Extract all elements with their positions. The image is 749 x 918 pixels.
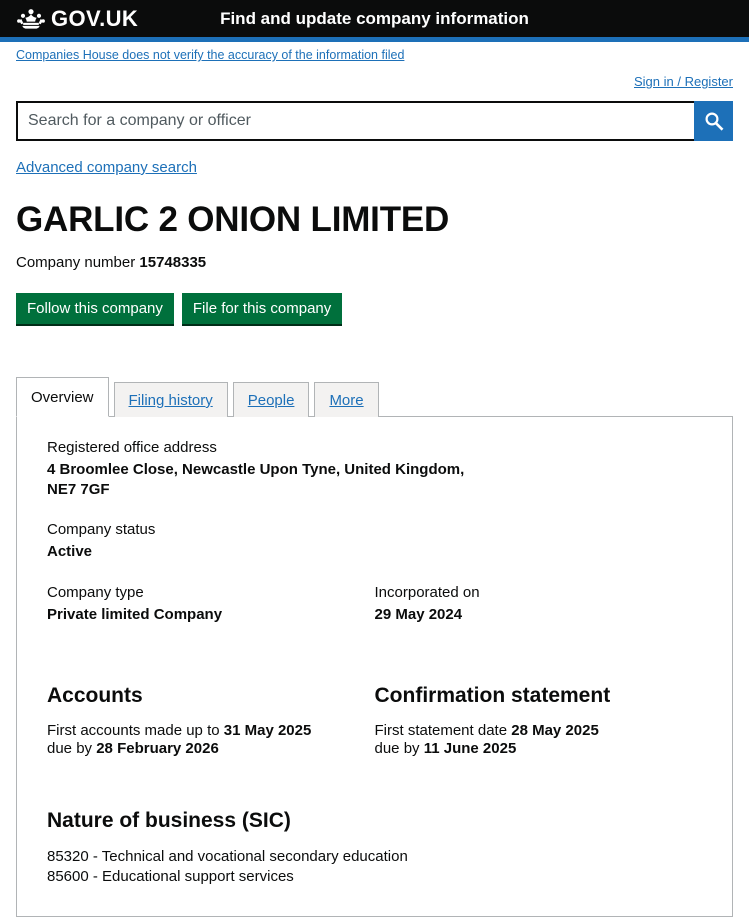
verify-notice-link[interactable]: Companies House does not verify the accuracy of the information filed: [16, 48, 405, 62]
sign-in-row: [16, 62, 733, 89]
company-details-grid: [47, 439, 702, 646]
accounts-block: [47, 672, 375, 757]
page-content: [0, 42, 749, 917]
incorporated-on-value: 29 May 2024: [374, 605, 463, 623]
company-status-value: Active: [47, 543, 93, 560]
tab-overview[interactable]: Overview: [16, 377, 109, 417]
first-accounts-date: 31 May 2025: [223, 722, 312, 739]
first-statement-line: [375, 722, 703, 740]
page-title: GARLIC 2 ONION LIMITED: [16, 200, 450, 239]
company-type-label: Company type: [47, 583, 144, 601]
statement-due-date: 11 June 2025: [423, 739, 517, 757]
dates-grid: [47, 672, 702, 757]
gov-uk-logo-link[interactable]: [16, 5, 139, 31]
verify-notice: [16, 42, 733, 62]
accounts-due-line: [47, 740, 375, 758]
accounts-due-label: due by: [47, 739, 93, 757]
statement-due-line: [375, 740, 703, 758]
service-name: Find and update company information: [220, 8, 529, 28]
crown-icon: [16, 8, 46, 30]
advanced-company-search-link[interactable]: Advanced company search: [16, 159, 197, 176]
company-number-label: Company number: [16, 253, 136, 271]
company-status-label: Company status: [47, 521, 156, 538]
first-statement-date: 28 May 2025: [511, 722, 599, 739]
first-accounts-line: [47, 722, 375, 740]
gov-uk-header: [0, 0, 749, 37]
registered-office-block: [47, 439, 702, 499]
search-input[interactable]: [16, 101, 694, 141]
search-icon: [704, 111, 724, 131]
sic-heading: Nature of business (SIC): [47, 809, 291, 833]
search-button[interactable]: [694, 101, 733, 141]
incorporated-on-block: [375, 584, 703, 625]
company-actions: [16, 293, 733, 325]
first-accounts-label: First accounts made up to: [47, 722, 220, 739]
tab-more[interactable]: More: [314, 382, 378, 417]
follow-company-button[interactable]: Follow this company: [16, 293, 174, 325]
accounts-heading: Accounts: [47, 684, 143, 707]
company-type-block: [47, 584, 375, 625]
company-status-block: [47, 521, 702, 562]
overview-panel: [16, 417, 733, 917]
company-number-value: 15748335: [139, 253, 207, 271]
confirmation-statement-block: [375, 672, 703, 757]
registered-office-value: 4 Broomlee Close, Newcastle Upon Tyne, United Kingdom, NE7 7GF: [47, 461, 465, 498]
company-type-value: Private limited Company: [47, 605, 223, 623]
sic-item: 85600 - Educational support services: [47, 867, 294, 885]
tab-filing-history[interactable]: Filing history: [114, 382, 228, 417]
tab-people[interactable]: People: [233, 382, 310, 417]
registered-office-label: Registered office address: [47, 439, 217, 456]
accounts-due-date: 28 February 2026: [96, 739, 219, 757]
sign-in-register-link[interactable]: Sign in / Register: [634, 74, 733, 89]
first-statement-label: First statement date: [374, 722, 508, 739]
advanced-search: [16, 159, 733, 176]
gov-uk-logo-text: GOV.UK: [51, 5, 139, 31]
incorporated-on-label: Incorporated on: [374, 583, 480, 601]
company-number: [16, 254, 733, 271]
confirmation-statement-heading: Confirmation statement: [374, 684, 611, 707]
sic-list: [47, 847, 702, 886]
statement-due-label: due by: [374, 739, 420, 757]
sic-block: [47, 809, 702, 886]
sic-item: 85320 - Technical and vocational secondary education: [47, 848, 408, 866]
company-tabs: [16, 376, 733, 417]
file-for-company-button[interactable]: File for this company: [182, 293, 342, 325]
search-bar: [16, 101, 733, 141]
